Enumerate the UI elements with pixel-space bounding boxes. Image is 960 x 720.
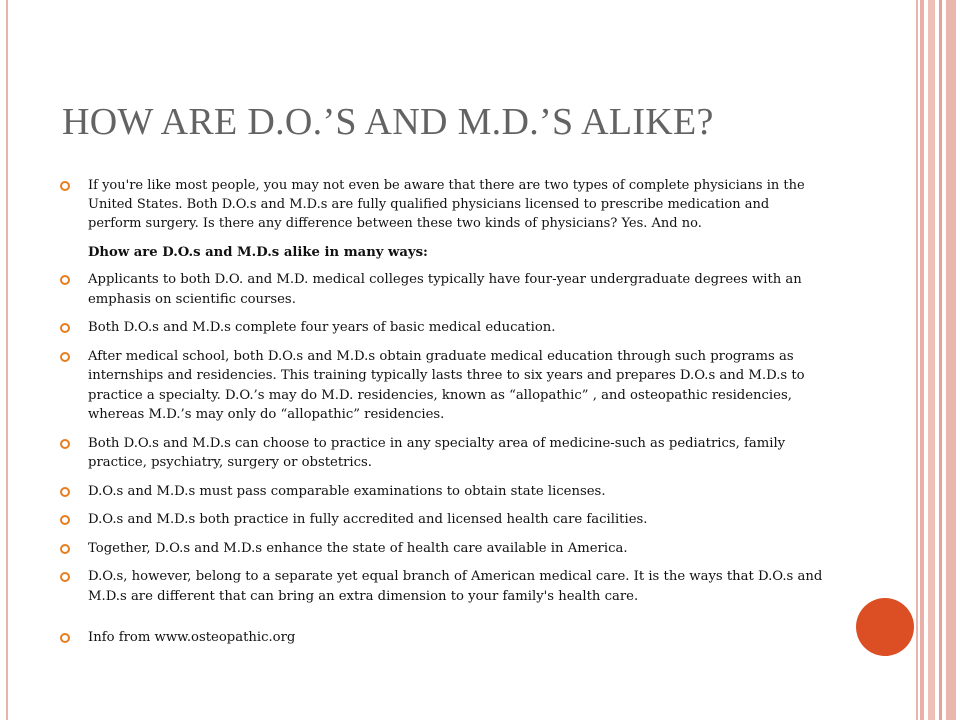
list-item-text: D.O.s, however, belong to a separate yet equal branch of American medical care. It is the ways that D.O.s and M.D.s are different that can bring an extra dimension to your family's health care. bbox=[88, 569, 823, 604]
slide-content bbox=[60, 176, 825, 657]
bullet-icon bbox=[60, 323, 70, 333]
bullet-icon bbox=[60, 572, 70, 582]
slide-title: HOW ARE D.O.’S AND M.D.’S ALIKE? bbox=[62, 101, 714, 143]
list-item-text: After medical school, both D.O.s and M.D.s obtain graduate medical education through such programs as internships and residencies. This training typically lasts three to six years and prepares D.O.s and M.D.s to practice a specialty. D.O.’s may do M.D. residencies, known as “allopathic” , and osteopathic residencies, whereas M.D.’s may only do “allopathic” residencies. bbox=[88, 348, 805, 422]
bullet-icon bbox=[60, 352, 70, 362]
list-item bbox=[60, 482, 825, 502]
decorative-circle bbox=[856, 598, 914, 656]
intro-text: If you're like most people, you may not even be aware that there are two types of complete physicians in the United States. Both D.O.s and M.D.s are fully qualified physicians licensed to prescribe medication and perform surgery. Is there any difference between these two kinds of physicians? Yes. And no. bbox=[88, 178, 805, 231]
list-item-text: Both D.O.s and M.D.s can choose to practice in any specialty area of medicine-such as pediatrics, family practice, psychiatry, surgery or obstetrics. bbox=[88, 435, 786, 470]
list-item-text: D.O.s and M.D.s must pass comparable examinations to obtain state licenses. bbox=[88, 483, 606, 499]
list-item bbox=[60, 347, 825, 425]
list-item bbox=[60, 539, 825, 559]
subheading: Dhow are D.O.s and M.D.s alike in many ways: bbox=[88, 245, 428, 260]
bullet-icon bbox=[60, 181, 70, 191]
bullet-icon bbox=[60, 275, 70, 285]
bullet-icon bbox=[60, 439, 70, 449]
bullet-icon bbox=[60, 544, 70, 554]
source-note bbox=[60, 628, 825, 648]
list-item-text: D.O.s and M.D.s both practice in fully accredited and licensed health care facilities. bbox=[88, 512, 648, 527]
bullet-icon bbox=[60, 633, 70, 643]
list-item bbox=[60, 318, 825, 338]
intro-paragraph bbox=[60, 176, 825, 233]
list-item bbox=[60, 270, 825, 309]
list-item bbox=[60, 510, 825, 530]
list-item bbox=[60, 434, 825, 473]
bullet-icon bbox=[60, 515, 70, 525]
list-item bbox=[60, 567, 825, 606]
list-item-text: Applicants to both D.O. and M.D. medical colleges typically have four-year undergraduate degrees with an emphasis on scientific courses. bbox=[88, 272, 802, 307]
source-text: Info from www.osteopathic.org bbox=[88, 630, 296, 645]
bullet-icon bbox=[60, 487, 70, 497]
list-item-text: Both D.O.s and M.D.s complete four years of basic medical education. bbox=[88, 320, 556, 335]
list-item-text: Together, D.O.s and M.D.s enhance the state of health care available in America. bbox=[88, 540, 628, 556]
decorative-stripes bbox=[920, 0, 960, 720]
